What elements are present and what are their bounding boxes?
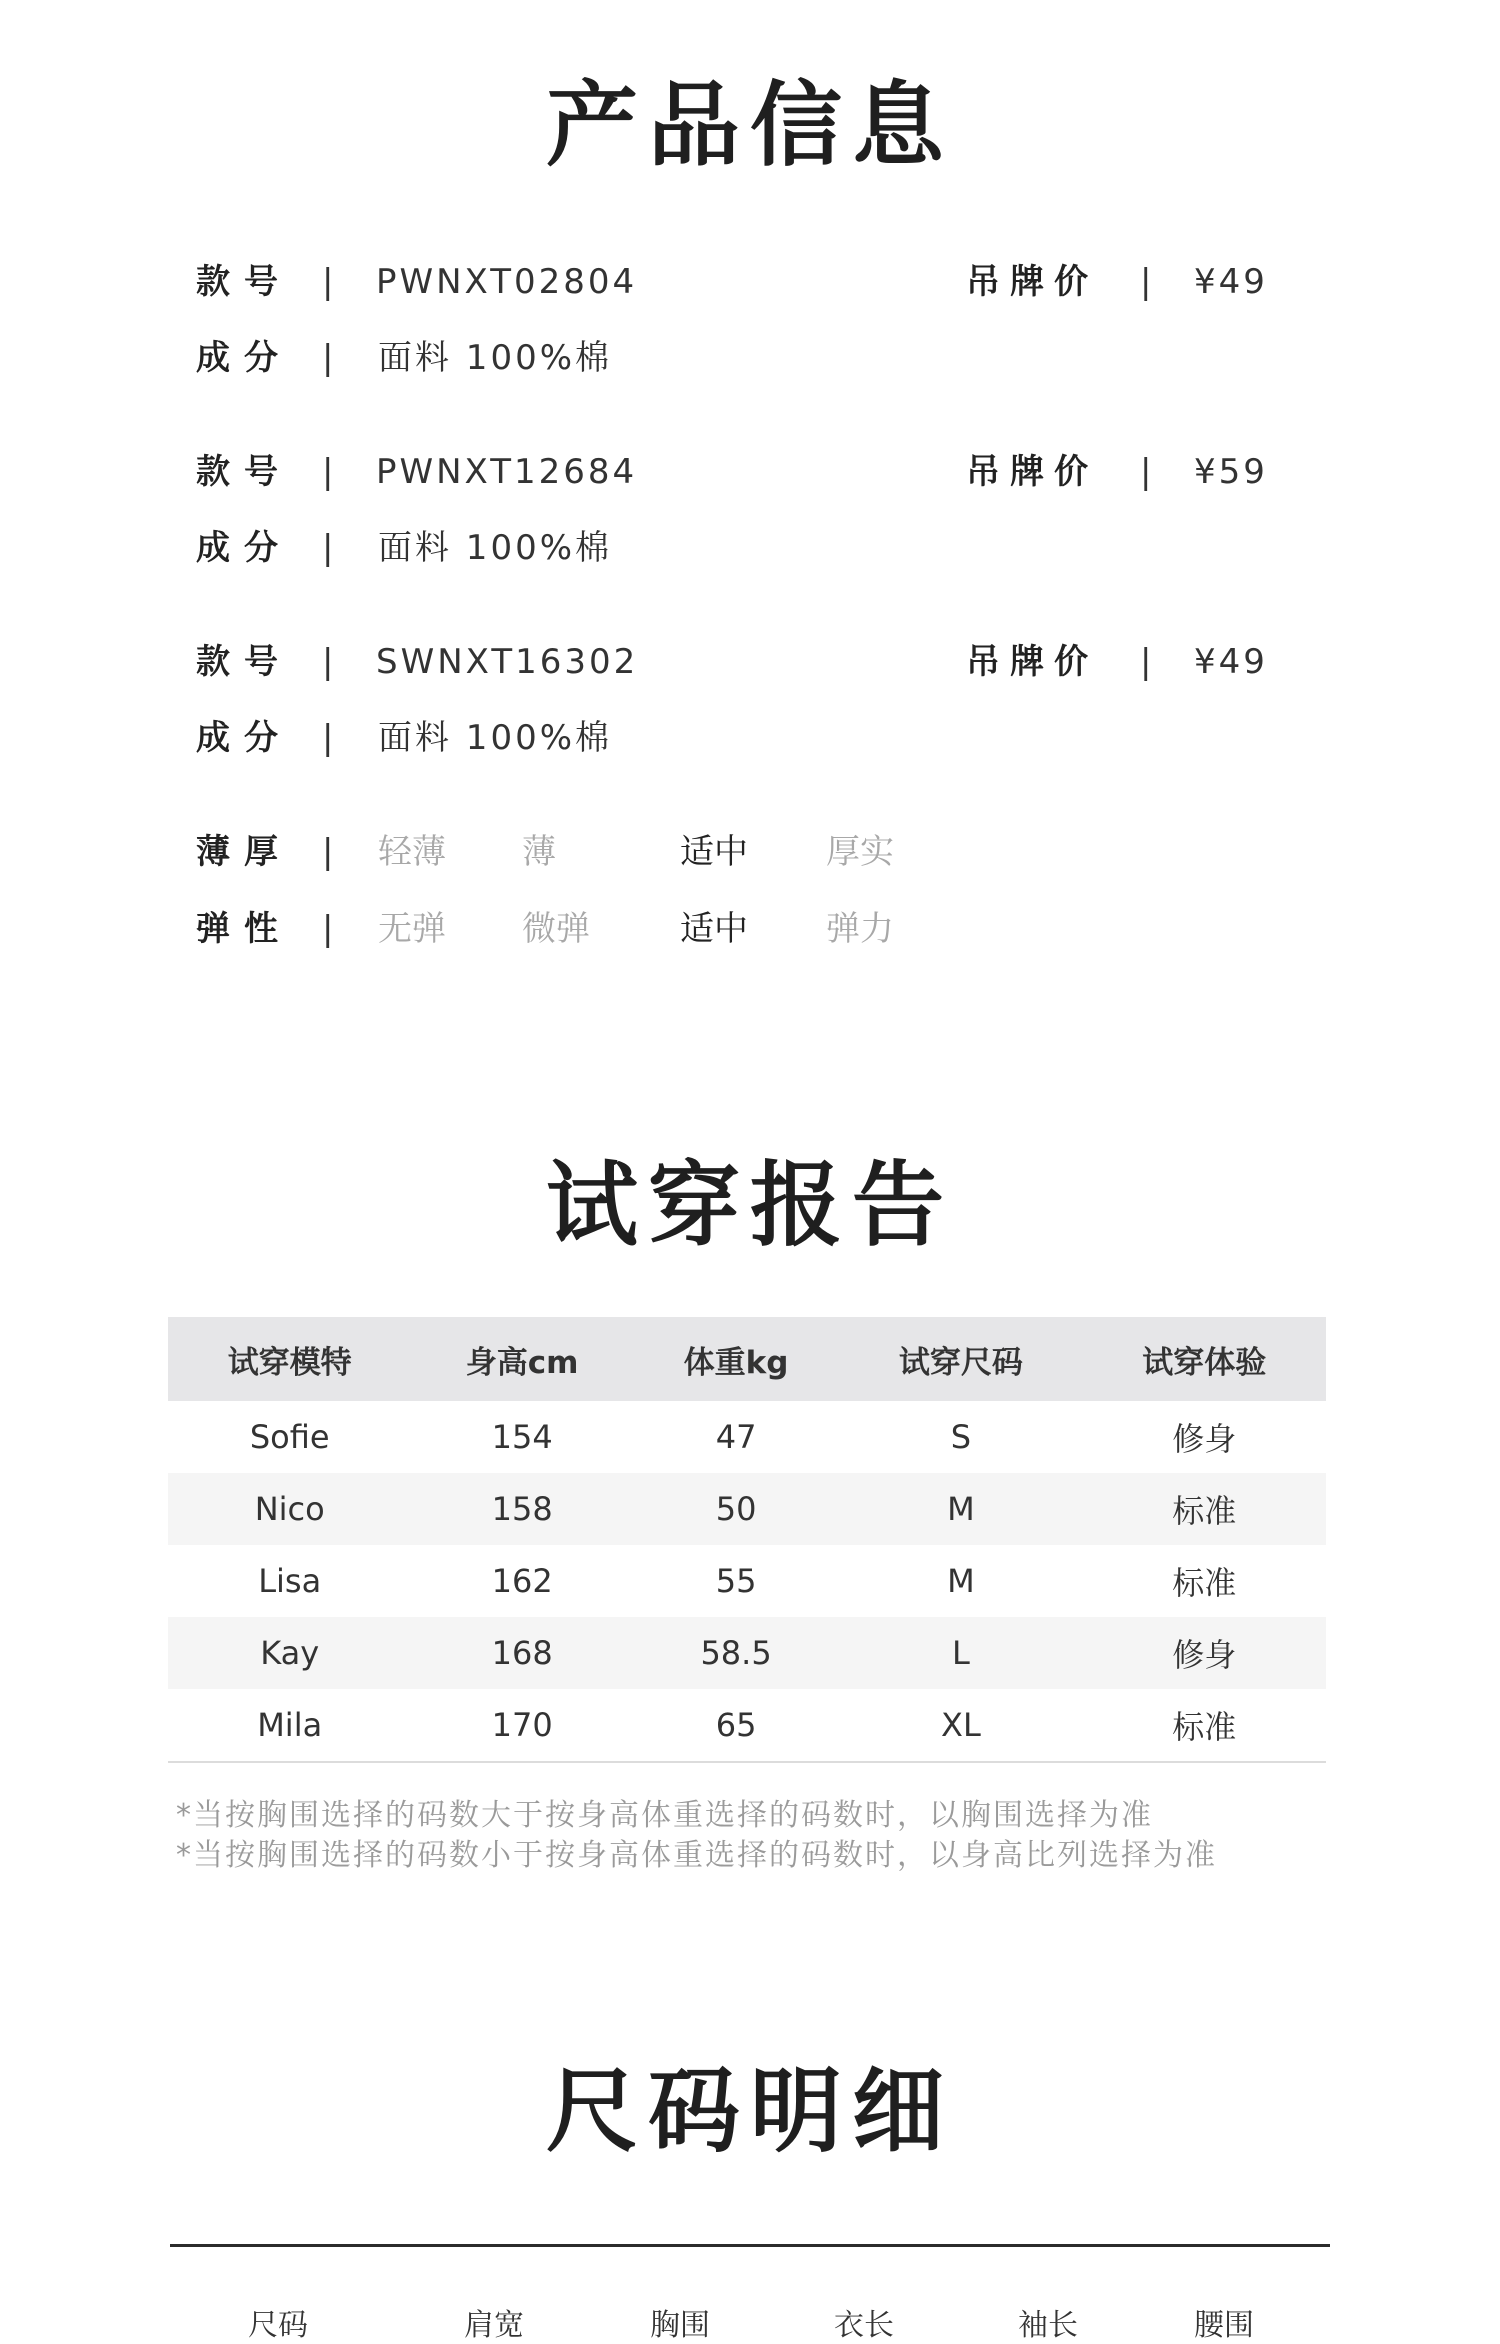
separator: | — [1140, 262, 1152, 302]
separator: | — [1140, 642, 1152, 682]
try-on-table — [168, 1317, 1326, 1763]
table-header-row — [168, 1317, 1326, 1401]
elasticity-label: 弹性 — [196, 909, 292, 949]
composition-row — [0, 713, 1500, 763]
style-value: SWNXT16302 — [376, 642, 639, 682]
composition-row — [0, 523, 1500, 573]
style-value: PWNXT12684 — [376, 452, 638, 492]
height-cell: 154 — [491, 1418, 553, 1456]
composition-label: 成分 — [196, 718, 292, 758]
style-label: 款号 — [196, 452, 292, 492]
column-header: 身高cm — [411, 1317, 633, 1401]
thickness-option: 轻薄 — [378, 832, 446, 872]
thickness-option: 薄 — [522, 832, 556, 872]
price-label: 吊牌价 — [966, 642, 1098, 682]
style-row — [0, 637, 1500, 687]
thickness-option: 厚实 — [826, 832, 894, 872]
separator: | — [322, 262, 334, 302]
height-cell: 168 — [411, 1617, 633, 1689]
composition-row — [0, 333, 1500, 383]
size-note: *当按胸围选择的码数大于按身高体重选择的码数时，以胸围选择为准 — [176, 1798, 1153, 1833]
size-column-header: 尺码 — [248, 2308, 308, 2343]
size-detail-title: 尺码明细 — [545, 2058, 954, 2165]
fit-cell: 标准 — [1083, 1689, 1326, 1762]
table-row — [168, 1545, 1326, 1617]
divider — [170, 2244, 1330, 2247]
size-column-header: 肩宽 — [464, 2308, 524, 2343]
size-column-header: 袖长 — [1018, 2308, 1078, 2343]
height-cell: 170 — [411, 1689, 633, 1762]
table-row — [168, 1473, 1326, 1545]
elasticity-option: 无弹 — [378, 909, 446, 949]
elasticity-option: 弹力 — [826, 909, 894, 949]
style-label: 款号 — [196, 262, 292, 302]
weight-cell: 58.5 — [633, 1617, 839, 1689]
size-column-header: 腰围 — [1194, 2308, 1254, 2343]
separator: | — [322, 909, 334, 949]
price-value: ¥49 — [1194, 262, 1268, 302]
separator: | — [322, 452, 334, 492]
model-name: Sofie — [249, 1418, 330, 1456]
column-header: 体重kg — [633, 1317, 839, 1401]
height-cell: 158 — [411, 1473, 633, 1545]
size-column-header: 衣长 — [834, 2308, 894, 2343]
column-header: 试穿尺码 — [839, 1317, 1082, 1401]
price-label: 吊牌价 — [966, 452, 1098, 492]
fit-cell: 标准 — [1172, 1564, 1237, 1602]
model-name: Lisa — [258, 1562, 322, 1600]
table-row — [168, 1401, 1326, 1473]
size-note: *当按胸围选择的码数小于按身高体重选择的码数时，以身高比列选择为准 — [176, 1838, 1217, 1873]
style-label: 款号 — [196, 642, 292, 682]
fit-cell: 修身 — [1083, 1617, 1326, 1689]
fit-cell: 标准 — [1083, 1473, 1326, 1545]
separator: | — [322, 528, 334, 568]
size-cell: L — [839, 1617, 1082, 1689]
separator: | — [322, 832, 334, 872]
price-value: ¥49 — [1194, 642, 1268, 682]
table-row — [168, 1617, 1326, 1689]
model-name: Mila — [168, 1689, 411, 1762]
table-row — [168, 1689, 1326, 1762]
price-label: 吊牌价 — [966, 262, 1098, 302]
separator: | — [322, 718, 334, 758]
thickness-label: 薄厚 — [196, 832, 292, 872]
try-on-title: 试穿报告 — [545, 1152, 954, 1259]
weight-cell: 65 — [633, 1689, 839, 1762]
column-header: 试穿模特 — [168, 1317, 411, 1401]
composition-value: 面料 100%棉 — [378, 528, 613, 568]
separator: | — [322, 338, 334, 378]
style-row — [0, 257, 1500, 307]
composition-value: 面料 100%棉 — [378, 718, 613, 758]
thickness-option-selected: 适中 — [680, 832, 748, 872]
style-value: PWNXT02804 — [376, 262, 638, 302]
model-name: Kay — [168, 1617, 411, 1689]
size-cell: S — [950, 1418, 972, 1456]
size-cell: M — [947, 1562, 975, 1600]
model-name: Nico — [168, 1473, 411, 1545]
weight-cell: 55 — [715, 1562, 757, 1600]
thickness-row — [0, 827, 1500, 877]
composition-label: 成分 — [196, 338, 292, 378]
separator: | — [322, 642, 334, 682]
elasticity-option-selected: 适中 — [680, 909, 748, 949]
fit-cell: 修身 — [1172, 1420, 1237, 1458]
height-cell: 162 — [491, 1562, 553, 1600]
composition-value: 面料 100%棉 — [378, 338, 613, 378]
composition-label: 成分 — [196, 528, 292, 568]
elasticity-row — [0, 904, 1500, 954]
separator: | — [1140, 452, 1152, 492]
size-column-header: 胸围 — [650, 2308, 710, 2343]
style-row — [0, 447, 1500, 497]
column-header: 试穿体验 — [1083, 1317, 1326, 1401]
weight-cell: 50 — [633, 1473, 839, 1545]
product-info-title: 产品信息 — [545, 72, 954, 179]
price-value: ¥59 — [1194, 452, 1268, 492]
weight-cell: 47 — [715, 1418, 757, 1456]
size-cell: M — [839, 1473, 1082, 1545]
size-cell: XL — [839, 1689, 1082, 1762]
elasticity-option: 微弹 — [522, 909, 590, 949]
